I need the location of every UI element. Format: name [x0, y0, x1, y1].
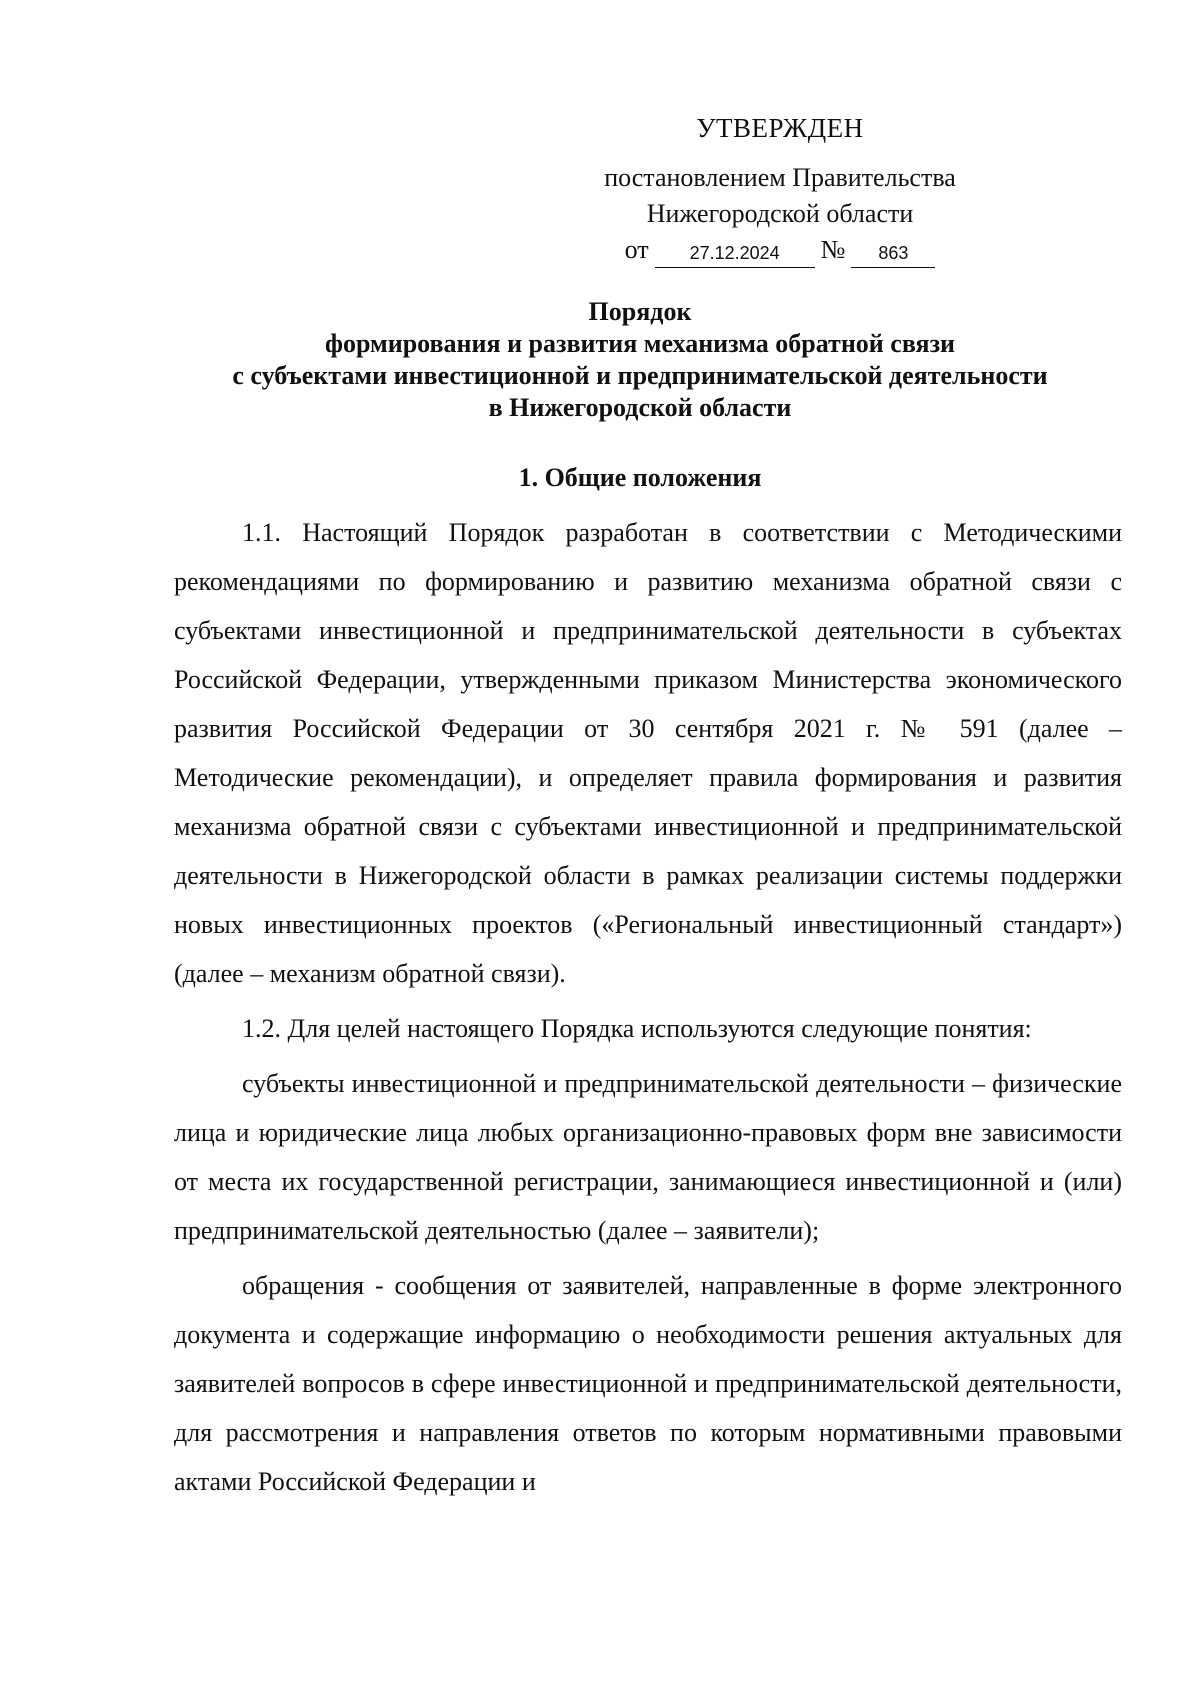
approval-date: 27.12.2024 — [655, 241, 815, 268]
approval-block — [560, 110, 1000, 268]
number-sign: № — [820, 235, 846, 264]
title-line-4: в Нижегородской области — [488, 393, 792, 422]
definition-applicants: субъекты инвестиционной и предпринимательской деятельности – физические лица и юридические лица любых организационно-правовых форм вне зависимости от места их государственной регистрации, занимающиеся инвестиционной и (или) предпринимательской деятельностью (далее – заявители); — [174, 1069, 1122, 1245]
document-body — [174, 508, 1122, 1506]
approval-date-line — [560, 232, 1000, 268]
paragraph-1-1: 1.1. Настоящий Порядок разработан в соответствии с Методическими рекомендациями по формированию и развитию механизма обратной связи с субъектами инвестиционной и предпринимательской деятельности в субъектах Российской Федерации, утвержденными приказом Министерства экономического развития Российской Федерации от 30 сентября 2021 г. № 591 (далее – Методические рекомендации), и определяет правила формирования и развития механизма обратной связи с субъектами инвестиционной и предпринимательской деятельности в Нижегородской области в рамках реализации системы поддержки новых инвестиционных проектов («Региональный инвестиционный стандарт») (далее – механизм обратной связи). — [174, 518, 1122, 988]
approval-line-2: Нижегородской области — [646, 199, 914, 228]
paragraph-1-2: 1.2. Для целей настоящего Порядка используются следующие понятия: — [242, 1014, 1032, 1043]
approval-line-1: постановлением Правительства — [604, 163, 956, 192]
date-prefix: от — [624, 235, 649, 264]
title-line-1: Порядок — [588, 297, 692, 326]
approval-stamp: УТВЕРЖДЕН — [696, 113, 864, 143]
section-heading: 1. Общие положения — [518, 463, 762, 492]
title-line-3: с субъектами инвестиционной и предпринимательской деятельности — [232, 361, 1048, 390]
title-line-2: формирования и развития механизма обратной связи — [324, 329, 956, 358]
approval-number: 863 — [851, 241, 935, 268]
definition-appeals: обращения - сообщения от заявителей, направленные в форме электронного документа и содержащие информацию о необходимости решения актуальных для заявителей вопросов в сфере инвестиционной и предпринимательской деятельности, для рассмотрения и направления ответов по которым нормативными правовыми актами Российской Федерации и — [174, 1271, 1122, 1496]
document-title — [160, 296, 1120, 424]
